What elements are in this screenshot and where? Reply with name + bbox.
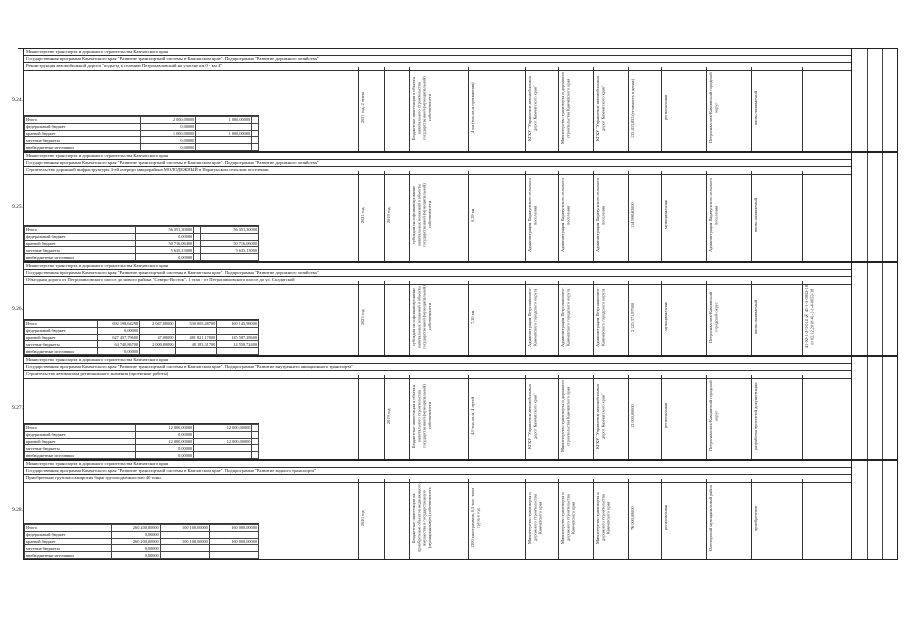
block-header-line: Реконструкция автомобильной дороги "подъезд к селению Петропавловский на участке км 0 - км 4" [24, 63, 851, 70]
financing-value: 260 200,00000 [111, 538, 160, 545]
program-block [23, 356, 852, 460]
financing-value: 0,00000 [111, 552, 160, 559]
column-divider [661, 67, 662, 151]
financing-source: краевой бюджет [25, 538, 112, 545]
attribute-columns [24, 49, 851, 151]
financing-value: 0,00000 [98, 327, 140, 334]
attribute-cell: 0,39 км [470, 208, 475, 222]
block-header-line: Государственная программа Камчатского края "Развитие транспортной системы в Камчатском крае". Подпрограмма "Развитие водного транспорта" [24, 468, 851, 475]
financing-value: 100 100,00000 [160, 538, 209, 545]
column-divider [358, 171, 359, 261]
column-divider [706, 281, 707, 355]
attribute-columns [24, 263, 851, 355]
column-divider [867, 357, 868, 459]
attribute-cell: 41-02-1-2-3-014 № 41-1-5-0052-18 от 02.12.2018 41-1-1-4-0053-18 [804, 285, 815, 349]
column-divider [409, 67, 410, 151]
financing-source: местные бюджеты [25, 445, 136, 452]
financing-value: 627 457,79600 [98, 334, 140, 341]
financing-value: 5 635,13000 [200, 247, 258, 254]
attribute-cell [386, 71, 407, 145]
financing-source: краевой бюджет [25, 130, 141, 137]
row-number: 9.25. [12, 204, 23, 210]
attribute-cell: 2 125 371,97900 [630, 302, 635, 332]
column-divider [358, 375, 359, 459]
attribute-cell: разработка проектной документации [753, 382, 758, 450]
column-divider [751, 67, 752, 151]
block-header-line: Министерство транспорта и дорожного строительства Камчатского края [24, 49, 851, 56]
attribute-cell: субсидии на софинансирование капитальных вложений в объекты государственной (муниципальной) собственности [411, 183, 432, 247]
attribute-cell [804, 175, 851, 255]
financing-source: внебюджетные источники [25, 254, 136, 261]
attribute-cell: вновь начинаемый [753, 299, 758, 335]
row-number: 9.27. [12, 405, 23, 411]
trailing-columns [852, 262, 898, 356]
financing-value: 12 000,00000 [135, 438, 193, 445]
column-divider [593, 375, 594, 459]
financing-value: 1 000,00000 [196, 117, 252, 124]
financing-value: 530 005,48700 [175, 321, 217, 328]
column-divider [867, 153, 868, 261]
attribute-cell: Министерство транспорта и дорожного строительства Камчатского края [527, 492, 543, 544]
column-divider [628, 479, 629, 559]
block-header-line: Государственная программа Камчатского края "Развитие транспортной системы в Камчатском крае". Подпрограмма "Развитие дорожного хозяйства" [24, 56, 851, 63]
program-block [23, 48, 852, 152]
block-header-line: Объездная дорога от Петропавловского шоссе до нового района "Северо-Восток", 1 этап - от Петропавловского шоссе до ул. Солдатской [24, 277, 851, 284]
financing-value: 48 183,31700 [175, 341, 217, 348]
attribute-cell: 4 км (тыс.кв.м протяжения) [470, 82, 475, 134]
column-divider [384, 67, 385, 151]
financing-value: 1 000,00000 [196, 130, 252, 137]
financing-value: 160 000,00000 [209, 525, 258, 532]
column-divider [882, 153, 883, 261]
financing-source: краевой бюджет [25, 240, 136, 247]
attribute-cell: Бюджетные инвестиции в объекты капитального строительства государственной (муниципальной) собственности [411, 76, 432, 140]
column-divider [706, 171, 707, 261]
attribute-cell: Администрация Петропавловск-Камчатского городского округа [595, 287, 606, 347]
block-header-line: Государственная программа Камчатского края "Развитие транспортной системы в Камчатском крае". Подпрограмма "Развитие внутреннего авиационного транспорта" [24, 364, 851, 371]
attribute-cell [386, 285, 407, 349]
attribute-cell: 2019 год [386, 408, 391, 424]
attribute-cell [804, 71, 851, 145]
column-divider [558, 171, 559, 261]
block-header-line: Строительство дорожной инфраструктуры 3-ей очереди микрорайона МОЛОДЕЖНЫЙ в Паратунском сельском поселении [24, 167, 851, 174]
financing-value: 0,00000 [140, 123, 196, 130]
column-divider [628, 67, 629, 151]
column-divider [384, 281, 385, 355]
financing-source: Итого [25, 321, 98, 328]
attribute-cell: 114 998,63000 [630, 202, 635, 228]
column-divider [468, 281, 469, 355]
column-divider [706, 67, 707, 151]
block-header-line: Приобретение грузопассажирских барж грузоподъёмностью 40 тонн [24, 475, 851, 482]
column-divider [802, 375, 803, 459]
column-divider [593, 281, 594, 355]
column-divider [558, 375, 559, 459]
block-header-line: Министерство транспорта и дорожного строительства Камчатского края [24, 263, 851, 270]
financing-value: 12 000,00000 [194, 425, 252, 432]
financing-value: 2 000,00000 [140, 117, 196, 124]
financing-value: 56 351,30000 [200, 227, 258, 234]
column-divider [384, 479, 385, 559]
column-divider [661, 171, 662, 261]
financing-value: 692 198,64298 [98, 321, 140, 328]
column-divider [661, 479, 662, 559]
financing-value: 0,00000 [135, 233, 193, 240]
attribute-cell: Министерство транспорта и дорожного строительства Камчатского края [560, 379, 571, 453]
attribute-cell: региональная [663, 403, 668, 429]
financing-value: 56 351,30000 [135, 227, 193, 234]
attribute-cell: приобретение [753, 505, 758, 531]
column-divider [409, 281, 410, 355]
column-divider [468, 375, 469, 459]
column-divider [882, 461, 883, 559]
attribute-cell [386, 483, 407, 553]
column-divider [558, 479, 559, 559]
column-divider [558, 281, 559, 355]
column-divider [358, 479, 359, 559]
attribute-cell: 2023 год [360, 309, 365, 325]
attribute-cell: Министерство транспорта и дорожного строительства Камчатского края [595, 492, 611, 544]
financing-source: местные бюджеты [25, 247, 136, 254]
financing-value: 160 000,00000 [209, 538, 258, 545]
attribute-cell: Бюджетные инвестиции на приобретение объектов недвижимого имущества в государственную (муниципальную) собственность [411, 483, 432, 553]
financing-source: местные бюджеты [25, 545, 112, 552]
column-divider [882, 49, 883, 151]
program-block [23, 460, 852, 560]
column-divider [706, 375, 707, 459]
column-divider [525, 67, 526, 151]
program-block [23, 152, 852, 262]
attribute-cell: 2020 год [360, 510, 365, 526]
financing-value: 2 000,00000 [140, 341, 175, 348]
column-divider [468, 67, 469, 151]
column-divider [593, 479, 594, 559]
column-divider [751, 479, 752, 559]
financing-value: 14 558,72400 [217, 341, 259, 348]
financing-source: внебюджетные источники [25, 144, 141, 151]
block-header-line: Строительство автовокзала регионального значения (проектные работы) [24, 371, 851, 378]
financing-value: 0,00000 [111, 531, 160, 538]
column-divider [409, 375, 410, 459]
column-divider [468, 171, 469, 261]
attribute-cell: КГКУ "Управление автомобильных дорог Камчатского края" [595, 383, 606, 449]
column-divider [628, 171, 629, 261]
attribute-cell: Министерство транспорта и дорожного строительства Камчатского края [560, 492, 576, 544]
column-divider [661, 375, 662, 459]
column-divider [358, 281, 359, 355]
financing-value: 50 716,06000 [200, 240, 258, 247]
attribute-cell [360, 379, 382, 453]
financing-value: 0,00000 [140, 137, 196, 144]
column-divider [882, 357, 883, 459]
row-number: 9.24. [12, 97, 23, 103]
attribute-cell: вновь начинаемый [753, 197, 758, 233]
attribute-cell: Олюторский муниципальный район [708, 485, 713, 551]
column-divider [409, 171, 410, 261]
financing-value: 0,00000 [135, 445, 193, 452]
column-divider [751, 375, 752, 459]
financing-value: 481 821,17000 [175, 334, 217, 341]
financing-value: 5 635,13000 [135, 247, 193, 254]
financing-value: 0,00000 [135, 431, 193, 438]
financing-value: 260 200,00000 [111, 525, 160, 532]
attribute-cell: Министерство транспорта и дорожного строительства Камчатского края [560, 71, 571, 145]
financing-source: Итого [25, 227, 136, 234]
column-divider [525, 281, 526, 355]
column-divider [384, 375, 385, 459]
column-divider [661, 281, 662, 355]
row-number: 9.28. [12, 507, 23, 513]
financing-value: 12 000,00000 [194, 438, 252, 445]
document-sheet [5, 48, 900, 608]
attribute-cell: 2019 год [386, 207, 391, 223]
financing-value: 0,00000 [140, 144, 196, 151]
column-divider [525, 171, 526, 261]
financing-source: федеральный бюджет [25, 123, 141, 130]
attribute-cell: 4,0 тыс.кв.м, 4 путей [470, 397, 475, 436]
attribute-cell: региональная [663, 95, 668, 121]
attribute-cell: 135 433,853 (стоимость в ценах) [630, 78, 635, 138]
financing-value: 64 740,86700 [98, 341, 140, 348]
financing-source: местные бюджеты [25, 341, 98, 348]
attribute-columns [24, 153, 851, 261]
column-divider [867, 461, 868, 559]
attribute-cell: КГКУ "Управление автомобильных дорог Камчатского края" [527, 75, 538, 141]
column-divider [706, 479, 707, 559]
attribute-columns [24, 357, 851, 459]
trailing-columns [852, 356, 898, 460]
column-divider [409, 479, 410, 559]
attribute-cell: Бюджетные инвестиции в объекты капитального строительства государственной (муниципальной) собственности [411, 384, 432, 448]
financing-value: 2 047,00000 [140, 321, 175, 328]
attribute-cell: региональная [663, 505, 668, 531]
financing-source: федеральный бюджет [25, 431, 136, 438]
attribute-cell: Администрация Паратунского сельского поселения [560, 177, 571, 253]
financing-value: 50 716,06400 [135, 240, 193, 247]
attribute-cell: Администрация Петропавловск-Камчатского городского округа [560, 287, 571, 347]
financing-value: 0,00000 [135, 452, 193, 459]
attribute-cell: Администрация Петропавловск-Камчатского городского округа [527, 287, 538, 347]
block-header-line: Государственная программа Камчатского края "Развитие транспортной системы в Камчатском крае". Подпрограмма "Развитие дорожного хозяйства" [24, 270, 851, 277]
column-divider [751, 281, 752, 355]
financing-value: 1 000,00000 [140, 130, 196, 137]
attribute-cell: КГКУ "Управление автомобильных дорог Камчатского края" [595, 75, 606, 141]
attribute-cell: 76 000,00000 [630, 506, 635, 530]
trailing-columns [852, 460, 898, 560]
column-divider [802, 67, 803, 151]
attribute-cell: 7,30 км [470, 310, 475, 324]
attribute-cell: КГКУ "Управление автомобильных дорог Камчатского края" [527, 383, 538, 449]
attribute-cell: муниципальная [663, 302, 668, 332]
financing-value: 160 145,98000 [217, 321, 259, 328]
financing-source: федеральный бюджет [25, 531, 112, 538]
row-number: 9.26. [12, 306, 23, 312]
financing-source: внебюджетные источники [25, 452, 136, 459]
attribute-cell [804, 379, 851, 453]
column-divider [558, 67, 559, 151]
financing-source: местные бюджеты [25, 137, 141, 144]
financing-source: Итого [25, 117, 141, 124]
attribute-cell: Администрация Паратунского сельского поселения [527, 177, 538, 253]
financing-source: краевой бюджет [25, 438, 136, 445]
block-header-line: Государственная программа Камчатского края "Развитие транспортной системы в Камчатском крае". Подпрограмма "Развитие дорожного хозяйства" [24, 160, 851, 167]
column-divider [525, 375, 526, 459]
financing-source: федеральный бюджет [25, 233, 136, 240]
attribute-cell: 1200 килограммов, 0,5 тыс. тонн груза в год [470, 488, 481, 548]
column-divider [593, 171, 594, 261]
financing-source: внебюджетные источники [25, 552, 112, 559]
column-divider [628, 281, 629, 355]
attribute-cell: Администрация Паратунского сельского поселения [595, 177, 606, 253]
attribute-cell: 2021 год, 2 этапа [360, 92, 365, 124]
column-divider [882, 263, 883, 355]
financing-value: 0,00000 [111, 545, 160, 552]
column-divider [802, 479, 803, 559]
financing-value: 0,00000 [135, 254, 193, 261]
column-divider [751, 171, 752, 261]
attribute-cell: Администрация Паратунского сельского поселения [708, 177, 719, 253]
column-divider [593, 67, 594, 151]
financing-value: 145 587,28600 [217, 334, 259, 341]
attribute-columns [24, 461, 851, 559]
column-divider [468, 479, 469, 559]
financing-value: 100 100,00000 [160, 525, 209, 532]
attribute-cell: 12 000,00000 [630, 404, 635, 428]
column-divider [867, 49, 868, 151]
program-block [23, 262, 852, 356]
attribute-cell: Петропавловск-Камчатский городской округ [708, 72, 719, 144]
attribute-cell: муниципальная [663, 200, 668, 230]
block-header-line: Министерство транспорта и дорожного строительства Камчатского края [24, 357, 851, 364]
attribute-cell: Петропавловск-Камчатский городской округ [708, 380, 719, 452]
column-divider [384, 171, 385, 261]
column-divider [802, 281, 803, 355]
column-divider [867, 263, 868, 355]
financing-source: федеральный бюджет [25, 327, 98, 334]
attribute-cell: 2021 год [360, 207, 365, 223]
block-header-line: Министерство транспорта и дорожного строительства Камчатского края [24, 153, 851, 160]
financing-value: 12 000,00000 [135, 425, 193, 432]
block-header-line: Министерство транспорта и дорожного строительства Камчатского края [24, 461, 851, 468]
attribute-cell: вновь начинаемый [753, 90, 758, 126]
trailing-columns [852, 152, 898, 262]
financing-value: 47,00000 [140, 334, 175, 341]
financing-source: Итого [25, 425, 136, 432]
financing-value: 0,00000 [98, 348, 140, 355]
trailing-columns [852, 48, 898, 152]
column-divider [628, 375, 629, 459]
column-divider [525, 479, 526, 559]
column-divider [358, 67, 359, 151]
attribute-cell: Петропавловск-Камчатский городской округ [708, 291, 719, 343]
financing-source: внебюджетные источники [25, 348, 98, 355]
attribute-cell [804, 483, 851, 553]
financing-source: краевой бюджет [25, 334, 98, 341]
attribute-cell: субсидии на софинансирование капитальных вложений в объекты государственной (муниципальной) собственности [411, 285, 432, 349]
financing-source: Итого [25, 525, 112, 532]
column-divider [802, 171, 803, 261]
